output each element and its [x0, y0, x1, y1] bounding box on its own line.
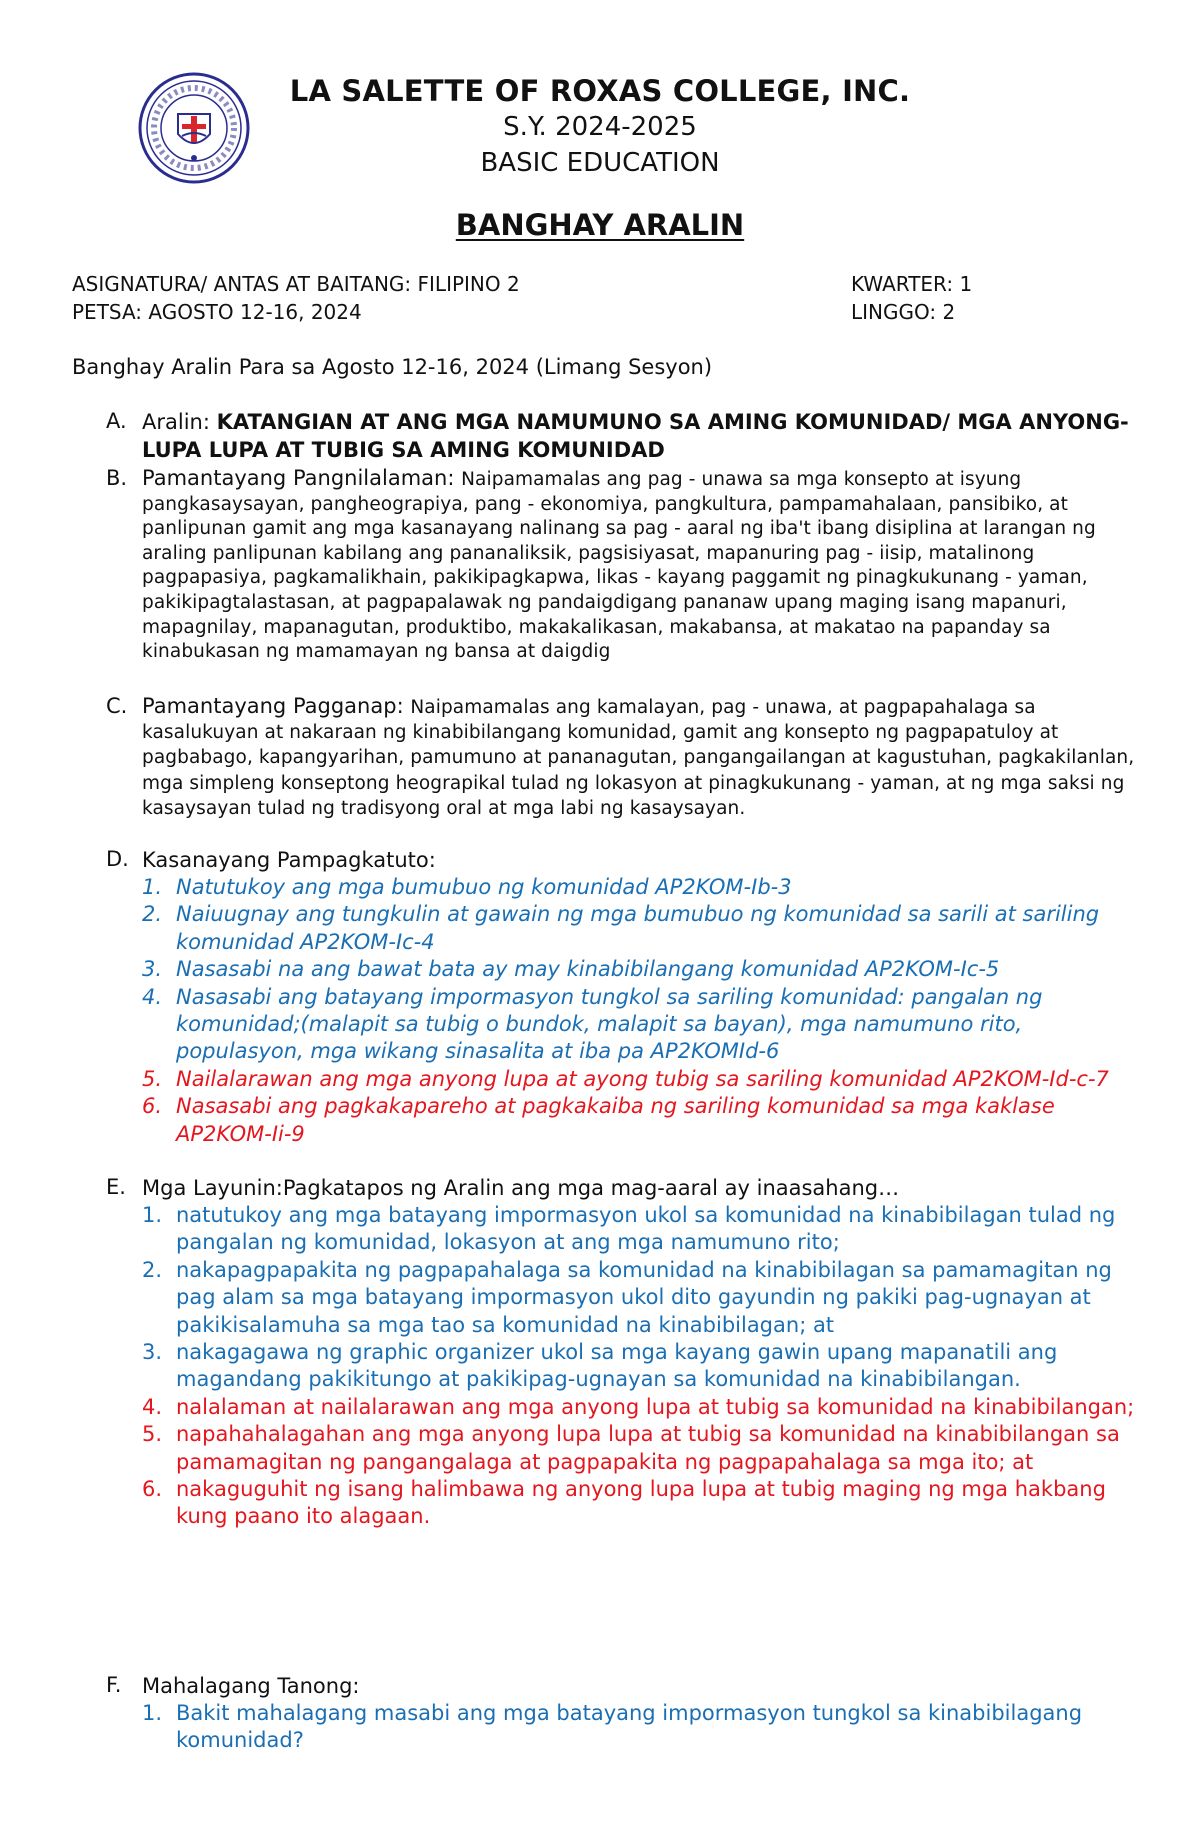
list-item: 5. napahahalagahan ang mga anyong lupa lupa at tubig sa komunidad na kinabibilangan sa pamamagitan ng pangangalaga at pagpapakita ng pagpapahalaga sa mga ito; at [142, 1422, 1120, 1474]
section-letter: F. [106, 1673, 122, 1697]
section-letter: D. [106, 847, 129, 871]
section-performance-standard [106, 694, 1141, 821]
list-item: 6. nakaguguhit ng isang halimbawa ng anyong lupa lupa at tubig maging ng mga hakbang kung paano ito alagaan. [142, 1477, 1106, 1529]
page-title: BANGHAY ARALIN [455, 208, 745, 242]
list-item: 2. nakapagpapakita ng pagpapahalaga sa komunidad na kinabibilagan sa pamamagitan ng pag alam sa mga batayang impormasyon ukol dito gayundin ng pakiki pag-ugnayan at pakikisalamuha sa mga tao sa komunidad na kinabibilagan; at [142, 1257, 1112, 1337]
date: PETSA: AGOSTO 12-16, 2024 [72, 300, 362, 324]
section-label: Aralin: [142, 410, 217, 434]
subject-level: ASIGNATURA/ ANTAS AT BAITANG: FILIPINO 2 [72, 272, 520, 296]
list-item: 1. Bakit mahalagang masabi ang mga batayang impormasyon tungkol sa kinabibilagang komunidad? [142, 1701, 1083, 1753]
list-item: 1. Natutukoy ang mga bumubuo ng komunidad AP2KOM-Ib-3 [142, 875, 792, 899]
section-aralin [106, 409, 1141, 465]
intro-line: Banghay Aralin Para sa Agosto 12-16, 2024 (Limang Sesyon) [72, 355, 713, 379]
section-competencies [106, 847, 1141, 1148]
section-letter: C. [106, 694, 128, 718]
section-text: Naipamamalas ang kamalayan, pag - unawa, at pagpapahalaga sa kasalukuyan at nakaraan ng kinabibilangang komunidad, gamit ang konsepto ng pagpapatuloy at pagbabago, kapangyarihan, pamumuno at pananagutan, pangangailangan at kagustuhan, pagkakilanlan, mga simpleng konseptong heograpikal tulad ng lokasyon at pinagkukunang - yaman, at ng mga saksi ng kasaysayan tulad ng tradisyong oral at mga labi ng kasaysayan. [142, 697, 1135, 819]
list-item: 2. Naiuugnay ang tungkulin at gawain ng mga bumubuo ng komunidad sa sarili at sariling komunidad AP2KOM-Ic-4 [142, 902, 1100, 954]
section-content-standard [106, 466, 1141, 665]
list-item: 3. nakagagawa ng graphic organizer ukol sa mga kayang gawin upang mapanatili ang magandang pakikitungo at pakikipag-ugnayan sa komunidad na kinabibilangan. [142, 1340, 1058, 1392]
list-item: 6. Nasasabi ang pagkakapareho at pagkakaiba ng sariling komunidad sa mga kaklase AP2KOM-Ii-9 [142, 1094, 1055, 1146]
list-item: 1. natutukoy ang mga batayang impormasyon ukol sa komunidad na kinabibilagan tulad ng pangalan ng komunidad, lokasyon at ang mga namumuno rito; [142, 1203, 1116, 1255]
section-label: Pamantayang Pangnilalaman: [142, 466, 462, 490]
department: BASIC EDUCATION [480, 148, 720, 178]
section-label: Kasanayang Pampagkatuto: [142, 848, 436, 872]
school-year: S.Y. 2024-2025 [503, 112, 697, 142]
section-letter: E. [106, 1175, 126, 1199]
lesson-topic: KATANGIAN AT ANG MGA NAMUMUNO SA AMING KOMUNIDAD/ MGA ANYONG-LUPA LUPA AT TUBIG SA AMING KOMUNIDAD [142, 410, 1129, 462]
list-item: 4. Nasasabi ang batayang impormasyon tungkol sa sariling komunidad: pangalan ng komunidad;(malapit sa tubig o bundok, malapit sa bayan), mga namumuno rito, populasyon, mga wikang sinasalita at iba pa AP2KOMId-6 [142, 984, 1043, 1064]
section-letter: A. [106, 409, 127, 433]
school-name: LA SALETTE OF ROXAS COLLEGE, INC. [289, 74, 911, 108]
list-item: 4. nalalaman at nailalarawan ang mga anyong lupa at tubig sa komunidad na kinabibilangan; [142, 1394, 1135, 1419]
list-item: 5. Nailalarawan ang mga anyong lupa at ayong tubig sa sariling komunidad AP2KOM-Id-c-7 [142, 1066, 1109, 1091]
week: LINGGO: 2 [851, 300, 956, 324]
section-label: Pamantayang Pagganap: [142, 694, 411, 718]
quarter: KWARTER: 1 [851, 272, 973, 296]
section-essential-question [106, 1673, 1141, 1755]
section-objectives [106, 1175, 1141, 1531]
section-text: Naipamamalas ang pag - unawa sa mga konsepto at isyung pangkasaysayan, pangheograpiya, pang - ekonomiya, pangkultura, pampamahalaan, pansibiko, at panlipunan gamit ang mga kasanayang nalinang sa pag - aaral ng iba't ibang disiplina at larangan ng araling panlipunan kabilang ang pananaliksik, pagsisiyasat, mapanuring pag - iisip, matalinong pagpapasiya, pagkamalikhain, pakikipagkapwa, likas - kayang paggamit ng pinagkukunang - yaman, pakikipagtalastasan, at pagpapalawak ng pandaigdigang pananaw upang maging isang mapanuri, mapagnilay, mapanagutan, produktibo, makakalikasan, makabansa, at makatao na papanday sa kinabukasan ng mamamayan ng bansa at daigdig [142, 469, 1096, 663]
section-label: Mahalagang Tanong: [142, 1674, 360, 1698]
section-letter: B. [106, 466, 128, 490]
section-label: Mga Layunin:Pagkatapos ng Aralin ang mga mag-aaral ay inaasahang… [142, 1176, 900, 1200]
list-item: 3. Nasasabi na ang bawat bata ay may kinabibilangang komunidad AP2KOM-Ic-5 [142, 957, 1000, 982]
